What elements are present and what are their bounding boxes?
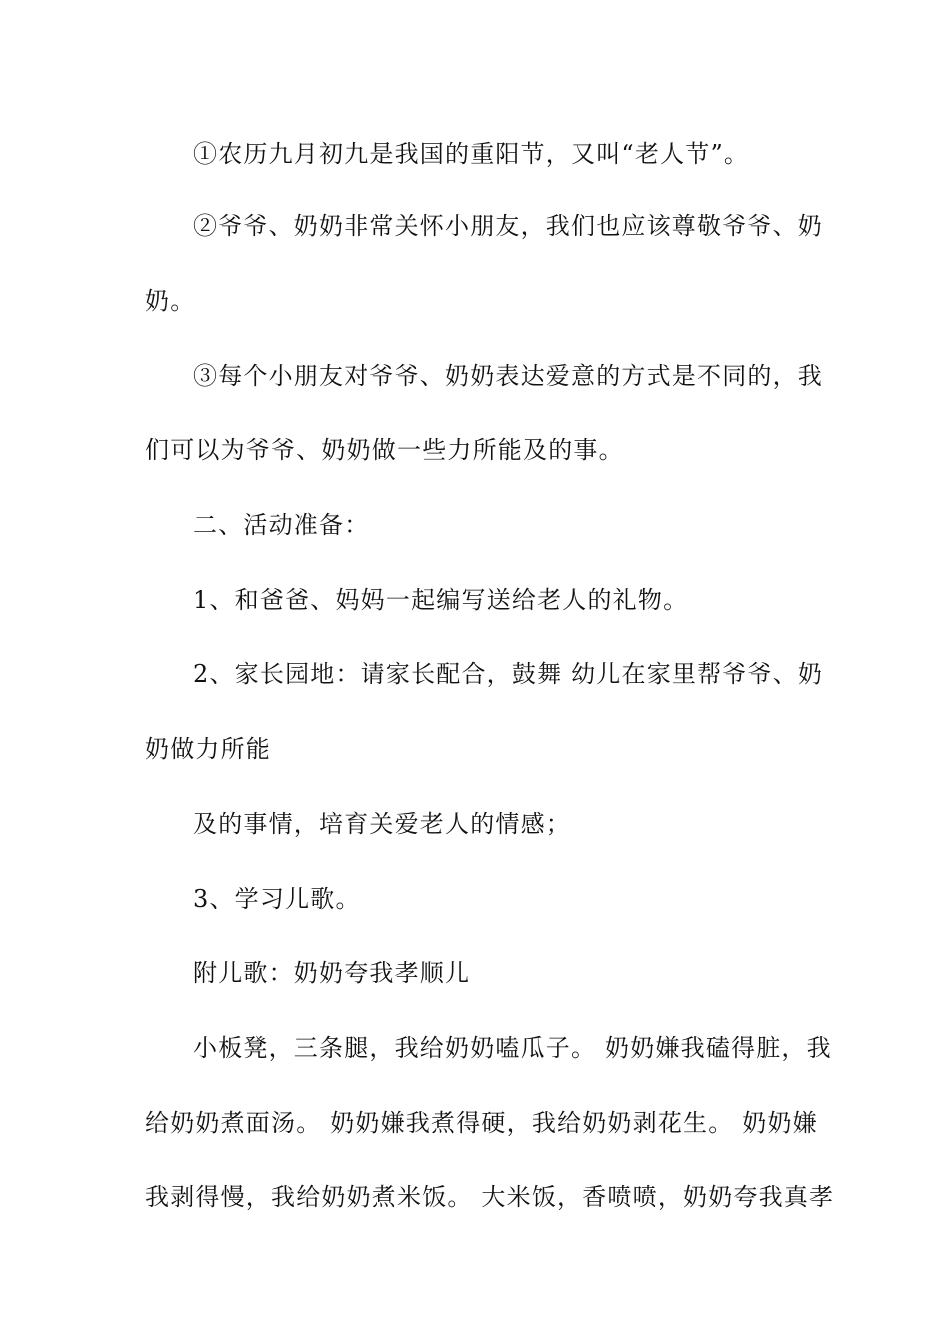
paragraph-line: 3、学习儿歌。: [193, 885, 361, 913]
paragraph-line: 奶做力所能: [145, 735, 271, 763]
song-line: 小板凳，三条腿，我给奶奶嗑瓜子。 奶奶嫌我磕得脏，我: [193, 1034, 832, 1062]
song-line: 我剥得慢，我给奶奶煮米饭。 大米饭，香喷喷，奶奶夸我真孝: [145, 1183, 835, 1211]
song-line: 给奶奶煮面汤。 奶奶嫌我煮得硬，我给奶奶剥花生。 奶奶嫌: [145, 1109, 818, 1137]
paragraph-line: 2、家长园地：请家长配合，鼓舞 幼儿在家里帮爷爷、奶: [193, 660, 824, 688]
paragraph-line: 及的事情，培育关爱老人的情感；: [193, 810, 571, 838]
paragraph-line: 们可以为爷爷、奶奶做一些力所能及的事。: [145, 436, 624, 464]
paragraph-line: 奶。: [145, 287, 196, 315]
section-heading: 二、活动准备：: [193, 511, 370, 539]
paragraph-line: 1、和爸爸、妈妈一起编写送给老人的礼物。: [193, 586, 689, 614]
song-title: 附儿歌：奶奶夸我孝顺儿: [193, 959, 471, 987]
paragraph-line: ①农历九月初九是我国的重阳节，又叫“老人节”。: [193, 140, 750, 168]
paragraph-line: ③每个小朋友对爷爷、奶奶表达爱意的方式是不同的，我: [193, 362, 823, 390]
paragraph-line: ②爷爷、奶奶非常关怀小朋友，我们也应该尊敬爷爷、奶: [193, 212, 823, 240]
